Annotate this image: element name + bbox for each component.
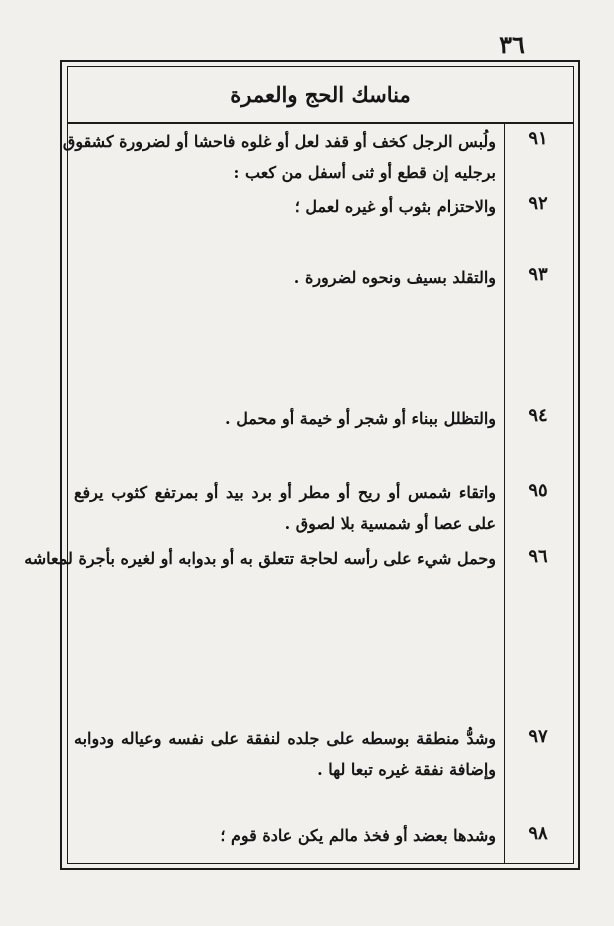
item-text-93 [74,262,496,293]
item-line: واتقاء شمس أو ريح أو مطر أو برد بيد أو بمرتفع كثوب يرفع [74,483,496,502]
item-number-96: ٩٦ [528,546,548,567]
item-line: وشدها بعضد أو فخذ مالم يكن عادة قوم ؛ [220,826,496,845]
item-text-92 [74,191,496,222]
column-divider [504,124,505,864]
item-text-98 [74,820,496,851]
header-title: مناسك الحج والعمرة [230,81,411,107]
item-line: وحمل شيء على رأسه لحاجة تتعلق به أو بدوابه أو لغيره بأجرة لمعاشه [24,549,496,568]
item-line: والتقلد بسيف ونحوه لضرورة . [293,268,496,287]
item-text-91 [62,126,496,188]
item-text-94 [74,403,496,434]
item-number-95: ٩٥ [528,480,548,501]
item-line: ولُبس الرجل كخف أو قفد لعل أو غلوه فاحشا أو لضرورة كشقوق [62,132,496,151]
item-text-95 [74,477,496,539]
item-line: وإضافة نفقة غيره تبعا لها . [317,760,496,779]
page-header [67,66,574,124]
item-line: والاحتزام بثوب أو غيره لعمل ؛ [294,197,496,216]
item-number-92: ٩٢ [528,193,548,214]
item-line: برجليه إن قطع أو ثنى أسفل من كعب : [233,163,496,182]
page-number: ٣٦ [499,30,525,59]
item-text-96 [24,543,496,574]
item-number-97: ٩٧ [528,726,548,747]
item-line: والتظلل ببناء أو شجر أو خيمة أو محمل . [225,409,496,428]
item-line: وشدُّ منطقة بوسطه على جلده لنفقة على نفسه وعياله ودوابه [74,729,496,748]
item-number-91: ٩١ [528,128,548,149]
item-line: على عصا أو شمسية بلا لصوق . [284,514,496,533]
item-text-97 [74,723,496,785]
item-number-93: ٩٣ [528,264,548,285]
item-number-98: ٩٨ [528,823,548,844]
item-number-94: ٩٤ [528,405,548,426]
